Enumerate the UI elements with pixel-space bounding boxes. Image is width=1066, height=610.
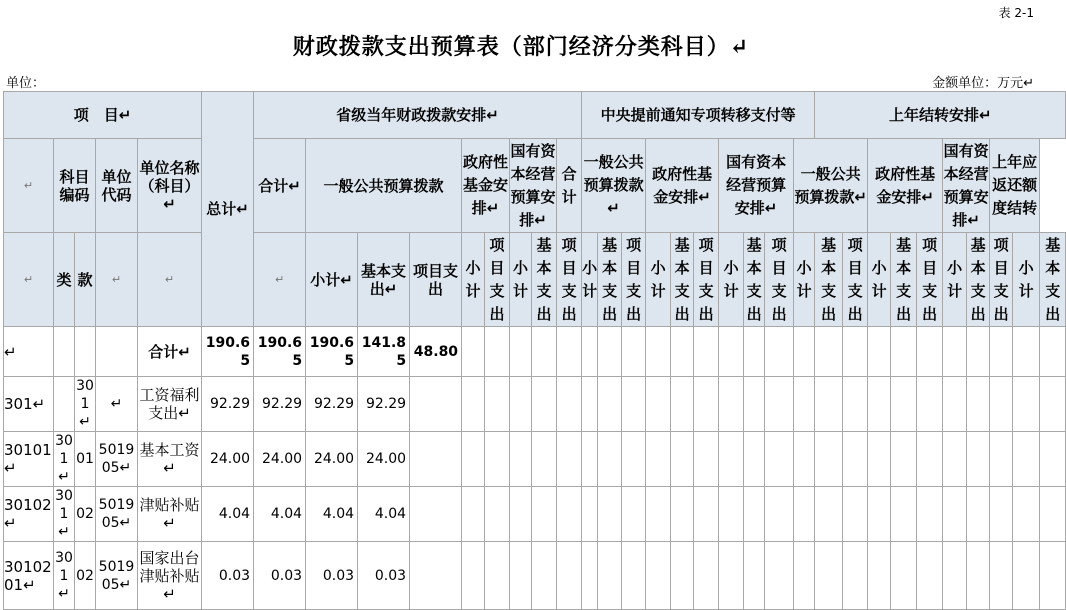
empty-cell (967, 542, 990, 610)
empty-cell (694, 327, 719, 377)
row-sum: 4.04 (254, 487, 306, 542)
header-empty: ↵ (96, 233, 138, 327)
empty-cell (967, 432, 990, 487)
row-subtotal: 24.00 (306, 432, 358, 487)
empty-cell (694, 487, 719, 542)
row-project (410, 377, 462, 432)
empty-cell (917, 542, 943, 610)
empty-cell (744, 542, 765, 610)
empty-cell (532, 487, 557, 542)
empty-cell (646, 432, 671, 487)
empty-cell (967, 327, 990, 377)
empty-cell (917, 432, 943, 487)
empty-cell (843, 542, 868, 610)
row-lei: 301↵ (55, 433, 73, 485)
empty-cell (744, 377, 765, 432)
row-unit-code: 501905↵ (96, 542, 138, 610)
row-total: 190.65 (202, 327, 254, 377)
empty-cell (622, 432, 646, 487)
row-basic: 4.04 (358, 487, 410, 542)
header-sum: 合计↵ (254, 139, 306, 233)
row-project (410, 542, 462, 610)
row-project (410, 432, 462, 487)
empty-cell (622, 487, 646, 542)
empty-cell (815, 377, 843, 432)
empty-cell (868, 327, 891, 377)
empty-cell (532, 542, 557, 610)
row-name: 基本工资↵ (138, 432, 202, 487)
empty-cell (815, 487, 843, 542)
row-subtotal: 0.03 (306, 542, 358, 610)
empty-cell (794, 377, 815, 432)
empty-cell (598, 542, 622, 610)
table-row (4, 487, 1066, 542)
empty-cell (917, 487, 943, 542)
row-kuan: 01 (75, 432, 96, 487)
empty-cell (462, 377, 485, 432)
row-unit-code: 501905↵ (96, 487, 138, 542)
header-gov-fund-2: 政府性基金安排↵ (646, 139, 719, 233)
empty-cell (646, 487, 671, 542)
total-row (4, 327, 1066, 377)
row-total: 24.00 (202, 432, 254, 487)
header-empty: ↵ (4, 139, 54, 233)
empty-cell (868, 377, 891, 432)
empty-cell (1040, 542, 1066, 610)
empty-cell (843, 487, 868, 542)
header-empty: ↵ (4, 233, 54, 327)
header-subtotal: 小计↵ (306, 233, 358, 327)
header-subject-code: 科目编码 (54, 139, 96, 233)
unit-label: 单位： (6, 76, 46, 91)
empty-cell (891, 542, 917, 610)
empty-cell (510, 327, 532, 377)
header-subtotal: 小计 (719, 233, 744, 327)
empty-cell (582, 487, 598, 542)
empty-cell (1040, 327, 1066, 377)
empty-cell (510, 432, 532, 487)
empty-cell (990, 487, 1013, 542)
header-project-exp: 项目支出 (694, 233, 719, 327)
empty-cell (815, 542, 843, 610)
header-gov-fund-3: 政府性基金安排↵ (868, 139, 943, 233)
header-total: 总计↵ (202, 92, 254, 327)
header-project: 项 目↵ (4, 92, 202, 139)
header-general-public-2: 一般公共预算拨款↵ (582, 139, 646, 233)
empty-cell (485, 327, 510, 377)
empty-cell (719, 327, 744, 377)
header-subtotal: 小计 (1013, 233, 1040, 327)
empty-cell (943, 377, 967, 432)
row-name: 合计↵ (138, 327, 202, 377)
empty-cell (598, 432, 622, 487)
header-subtotal: 小计 (868, 233, 891, 327)
empty-cell (510, 487, 532, 542)
header-project-exp: 项目支出 (557, 233, 582, 327)
header-general-public-3: 一般公共预算拨款↵ (794, 139, 868, 233)
header-last-year: 上年结转安排↵ (815, 92, 1066, 139)
row-lei: 301↵ (55, 488, 73, 540)
header-project-exp: 项目支出 (917, 233, 943, 327)
empty-cell (598, 487, 622, 542)
empty-cell (510, 377, 532, 432)
row-code: 30101↵ (4, 432, 54, 487)
empty-cell (765, 487, 794, 542)
empty-cell (765, 377, 794, 432)
empty-cell (582, 327, 598, 377)
header-repay: 上年应返还额度结转 (990, 139, 1040, 233)
empty-cell (462, 542, 485, 610)
header-provincial: 省级当年财政拨款安排↵ (254, 92, 582, 139)
header-project-exp: 项目支出 (843, 233, 868, 327)
row-lei (54, 327, 75, 377)
empty-cell (943, 327, 967, 377)
row-basic: 141.85 (358, 327, 410, 377)
row-kuan: 02 (75, 542, 96, 610)
header-subtotal: 小计 (462, 233, 485, 327)
empty-cell (719, 487, 744, 542)
row-total: 92.29 (202, 377, 254, 432)
empty-cell (671, 487, 694, 542)
amount-unit-label: 金额单位：万元↵ (932, 76, 1034, 91)
empty-cell (891, 487, 917, 542)
row-project: 48.80 (410, 327, 462, 377)
empty-cell (462, 327, 485, 377)
empty-cell (744, 487, 765, 542)
empty-cell (532, 327, 557, 377)
page-title: 财政拨款支出预算表（部门经济分类科目）↵ (292, 34, 750, 60)
header-basic: 基本支出 (598, 233, 622, 327)
empty-cell (622, 327, 646, 377)
empty-cell (557, 377, 582, 432)
empty-cell (794, 327, 815, 377)
row-total: 0.03 (202, 542, 254, 610)
empty-cell (1013, 432, 1040, 487)
row-unit-code (96, 327, 138, 377)
empty-cell (967, 377, 990, 432)
empty-cell (532, 377, 557, 432)
row-sum: 190.65 (254, 327, 306, 377)
empty-cell (557, 327, 582, 377)
empty-cell (582, 542, 598, 610)
empty-cell (1013, 377, 1040, 432)
header-empty: ↵ (138, 233, 202, 327)
empty-cell (917, 377, 943, 432)
empty-cell (990, 542, 1013, 610)
table-number: 表 2-1 (998, 6, 1034, 20)
header-state-capital-2: 国有资本经营预算安排↵ (719, 139, 794, 233)
empty-cell (485, 487, 510, 542)
empty-cell (557, 432, 582, 487)
empty-cell (719, 377, 744, 432)
empty-cell (671, 327, 694, 377)
row-lei: 301↵ (54, 542, 75, 610)
empty-cell (891, 432, 917, 487)
empty-cell (943, 432, 967, 487)
row-sum: 92.29 (254, 377, 306, 432)
row-lei (54, 377, 75, 432)
header-basic: 基本支出↵ (358, 233, 410, 327)
empty-cell (1013, 327, 1040, 377)
row-basic: 0.03 (358, 542, 410, 610)
empty-cell (557, 487, 582, 542)
empty-cell (485, 432, 510, 487)
empty-cell (868, 432, 891, 487)
empty-cell (646, 327, 671, 377)
header-subtotal: 小计 (943, 233, 967, 327)
empty-cell (990, 327, 1013, 377)
empty-cell (532, 432, 557, 487)
empty-cell (1040, 432, 1066, 487)
row-basic: 92.29 (358, 377, 410, 432)
empty-cell (794, 432, 815, 487)
empty-cell (1013, 542, 1040, 610)
empty-cell (582, 432, 598, 487)
header-project-exp: 项目支出 (765, 233, 794, 327)
header-project-exp: 项目支出 (622, 233, 646, 327)
empty-cell (646, 542, 671, 610)
row-subtotal: 4.04 (306, 487, 358, 542)
empty-cell (598, 327, 622, 377)
empty-cell (694, 377, 719, 432)
empty-cell (557, 542, 582, 610)
row-kuan: 301↵ (76, 378, 94, 430)
row-name: 津贴补贴↵ (138, 487, 202, 542)
row-kuan: 02 (75, 487, 96, 542)
header-project-exp: 项目支出 (485, 233, 510, 327)
row-subtotal: 190.65 (306, 327, 358, 377)
empty-cell (891, 327, 917, 377)
header-unit-code: 单位代码 (96, 139, 138, 233)
empty-cell (671, 542, 694, 610)
header-unit-name: 单位名称（科目）↵ (138, 139, 202, 233)
empty-cell (1040, 377, 1066, 432)
row-code: 301↵ (4, 377, 54, 432)
row-sum: 0.03 (254, 542, 306, 610)
empty-cell (510, 542, 532, 610)
header-lei: 类 (54, 233, 75, 327)
empty-cell (990, 432, 1013, 487)
empty-cell (794, 542, 815, 610)
table-row (4, 432, 1066, 487)
row-code: 30102↵ (4, 487, 54, 542)
empty-cell (694, 542, 719, 610)
header-basic: 基本支出 (815, 233, 843, 327)
header-empty: ↵ (254, 233, 306, 327)
empty-cell (598, 377, 622, 432)
header-basic: 基本支出 (671, 233, 694, 327)
row-project (410, 487, 462, 542)
empty-cell (1013, 487, 1040, 542)
empty-cell (462, 432, 485, 487)
empty-cell (622, 377, 646, 432)
empty-cell (485, 377, 510, 432)
empty-cell (794, 487, 815, 542)
header-basic: 基本支出 (532, 233, 557, 327)
empty-cell (868, 542, 891, 610)
row-basic: 24.00 (358, 432, 410, 487)
empty-cell (868, 487, 891, 542)
empty-cell (843, 432, 868, 487)
row-unit-code: ↵ (96, 377, 138, 432)
empty-cell (815, 432, 843, 487)
empty-cell (646, 377, 671, 432)
row-name: 工资福利支出↵ (138, 377, 202, 432)
budget-table (3, 91, 1066, 610)
header-kuan: 款 (75, 233, 96, 327)
table-row (4, 377, 1066, 432)
empty-cell (917, 327, 943, 377)
header-gov-fund: 政府性基金安排↵ (462, 139, 510, 233)
header-general-public: 一般公共预算拨款 (306, 139, 462, 233)
header-central: 中央提前通知专项转移支付等 (582, 92, 815, 139)
empty-cell (765, 542, 794, 610)
row-unit-code: 501905↵ (96, 432, 138, 487)
empty-cell (843, 327, 868, 377)
empty-cell (943, 542, 967, 610)
row-total: 4.04 (202, 487, 254, 542)
empty-cell (1040, 487, 1066, 542)
header-basic: 基本支出 (744, 233, 765, 327)
header-basic: 基本支出 (1040, 233, 1066, 327)
row-code: ↵ (4, 327, 54, 377)
empty-cell (967, 487, 990, 542)
empty-cell (815, 327, 843, 377)
header-state-capital: 国有资本经营预算安排↵ (510, 139, 557, 233)
empty-cell (744, 432, 765, 487)
empty-cell (582, 377, 598, 432)
empty-cell (671, 377, 694, 432)
row-name: 国家出台津贴补贴↵ (138, 542, 202, 610)
row-sum: 24.00 (254, 432, 306, 487)
header-project-exp: 项目支出 (990, 233, 1013, 327)
header-subtotal: 小计 (794, 233, 815, 327)
empty-cell (719, 432, 744, 487)
row-subtotal: 92.29 (306, 377, 358, 432)
empty-cell (891, 377, 917, 432)
header-basic: 基本支出 (967, 233, 990, 327)
empty-cell (719, 542, 744, 610)
header-project-exp: 项目支出 (410, 233, 462, 327)
empty-cell (943, 487, 967, 542)
row-code: 3010201↵ (4, 542, 54, 610)
empty-cell (765, 432, 794, 487)
header-subtotal: 小计 (582, 233, 598, 327)
table-row (4, 542, 1066, 610)
empty-cell (671, 432, 694, 487)
empty-cell (622, 542, 646, 610)
empty-cell (843, 377, 868, 432)
empty-cell (744, 327, 765, 377)
header-subtotal: 小计 (510, 233, 532, 327)
header-sum-2: 合计 (557, 139, 582, 233)
header-subtotal: 小计 (646, 233, 671, 327)
row-kuan (75, 327, 96, 377)
empty-cell (462, 487, 485, 542)
header-state-capital-3: 国有资本经营预算安排↵ (943, 139, 990, 233)
empty-cell (485, 542, 510, 610)
header-basic: 基本支出 (891, 233, 917, 327)
empty-cell (694, 432, 719, 487)
empty-cell (990, 377, 1013, 432)
empty-cell (765, 327, 794, 377)
